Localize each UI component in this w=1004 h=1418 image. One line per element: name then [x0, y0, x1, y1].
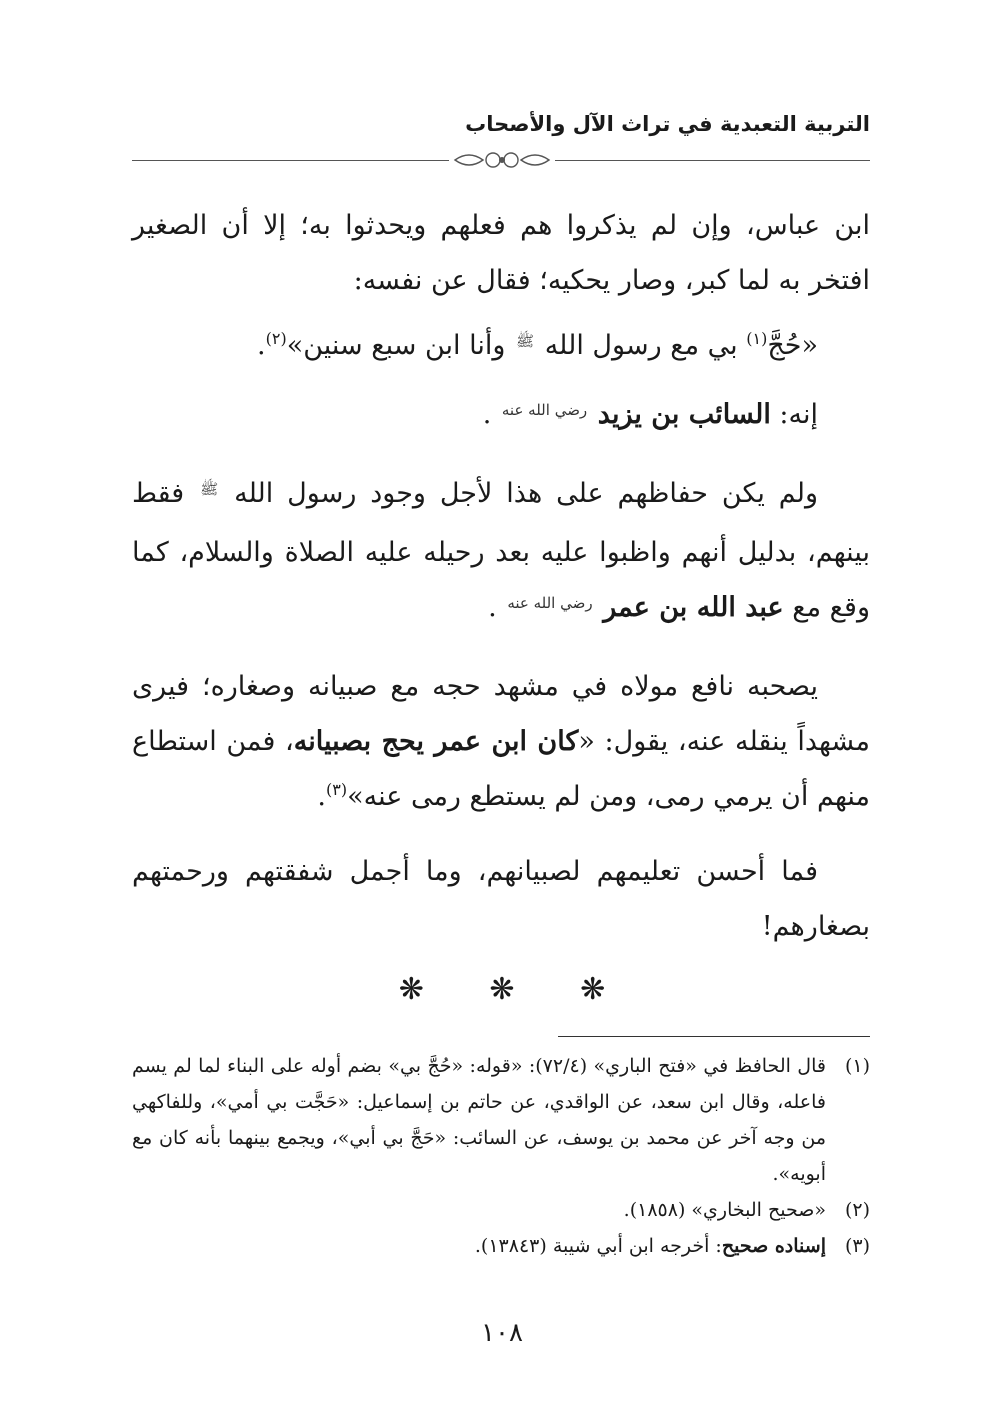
- footnote-number: (١): [844, 1055, 870, 1077]
- ornament-icon: [449, 146, 555, 174]
- footnote-text: «صحيح البخاري» (١٨٥٨).: [623, 1199, 826, 1221]
- paragraph-4: فما أحسن تعليمهم لصبيانهم، وما أجمل شفقتهم ورحمتهم بصغارهم!: [132, 856, 870, 942]
- honorific-glyph: رضي الله عنه: [507, 594, 593, 612]
- main-text: [132, 198, 870, 954]
- footnote-2: [132, 1192, 870, 1228]
- quote-text-b: بي مع رسول الله: [536, 330, 747, 361]
- footnote-text: قال الحافظ في «فتح الباري» (٧٢/٤): «قوله: «حُجَّ بي» بضم أوله على البناء لما لم يسم فاعله، وقال ابن سعد، عن الواقدي، عن حاتم بن إسماعيل: «حَجَّت بي أمي»، وللفاكهي من وجه آخر عن محمد بن يوسف، عن السائب: «حَجَّ بي أبي»، ويجمع بينهما بأنه كان مع أبويه».: [132, 1055, 826, 1185]
- paragraph-1: ابن عباس، وإن لم يذكروا هم فعلهم ويحدثوا به؛ إلا أن الصغير افتخر به لما كبر، وصار يحكيه؛ فقال عن نفسه:: [132, 210, 870, 296]
- footnote-ref-2: (٢): [265, 329, 287, 348]
- paragraph-3: يصحبه نافع مولاه في مشهد حجه مع صبيانه وصغاره؛ فيرى مشهداً ينقله عنه، يقول: «كان ابن عمر يحج بصبيانه، فمن استطاع منهم أن يرمي رمى، ومن لم يستطع رمى عنه»$^{(٣)}$.: [132, 671, 870, 812]
- salutation-glyph: ﷺ: [516, 332, 535, 350]
- footnote-ref-3: (٣): [326, 780, 348, 799]
- paragraph-2: ولم يكن حفاظهم على هذا لأجل وجود رسول الله $^ﷺ$ فقط بينهم، بدليل أنهم واظبوا عليه بعد رحيله عليه الصلاة والسلام، كما وقع مع عبد الله بن عمر $^{رضي الله عنه}$ .: [132, 478, 870, 623]
- quote-text-a: «حُجَّ: [767, 330, 818, 361]
- footnote-3: [132, 1228, 870, 1264]
- asterism-icon: ❋: [398, 972, 424, 1007]
- footnote-1: [132, 1048, 870, 1192]
- asterism-icon: ❋: [580, 972, 606, 1007]
- footnote-text: : أخرجه ابن أبي شيبة (١٣٨٤٣).: [474, 1235, 722, 1257]
- footnote-rule: [558, 1036, 870, 1037]
- footnote-label: إسناده صحيح: [721, 1235, 826, 1257]
- narrator-name: السائب بن يزيد: [597, 399, 771, 430]
- narrator-line: إنه: السائب بن يزيد $^{رضي الله عنه}$ .: [482, 399, 818, 430]
- footnotes: [132, 1048, 870, 1264]
- running-header: التربية التعبدية في تراث الآل والأصحاب: [465, 112, 870, 136]
- page-number: ١٠٨: [481, 1318, 523, 1348]
- footnote-ref-1: (١): [746, 329, 768, 348]
- asterism-icon: ❋: [489, 972, 515, 1007]
- honorific-glyph: رضي الله عنه: [501, 401, 588, 419]
- footnote-number: (٣): [844, 1235, 870, 1257]
- quote-text-c: وأنا ابن سبع سنين»: [286, 330, 514, 361]
- quote-hadith: «حُجَّ$^{(١)}$ بي مع رسول الله $^ﷺ$ وأنا ابن سبع سنين»$^{(٢)}$.: [257, 329, 818, 361]
- footnote-number: (٢): [844, 1199, 870, 1221]
- salutation-glyph: ﷺ: [200, 480, 219, 498]
- person-name: عبد الله بن عمر: [603, 592, 784, 623]
- quoted-phrase: كان ابن عمر يحج بصبيانه: [293, 726, 579, 757]
- section-separator: [0, 972, 1004, 1007]
